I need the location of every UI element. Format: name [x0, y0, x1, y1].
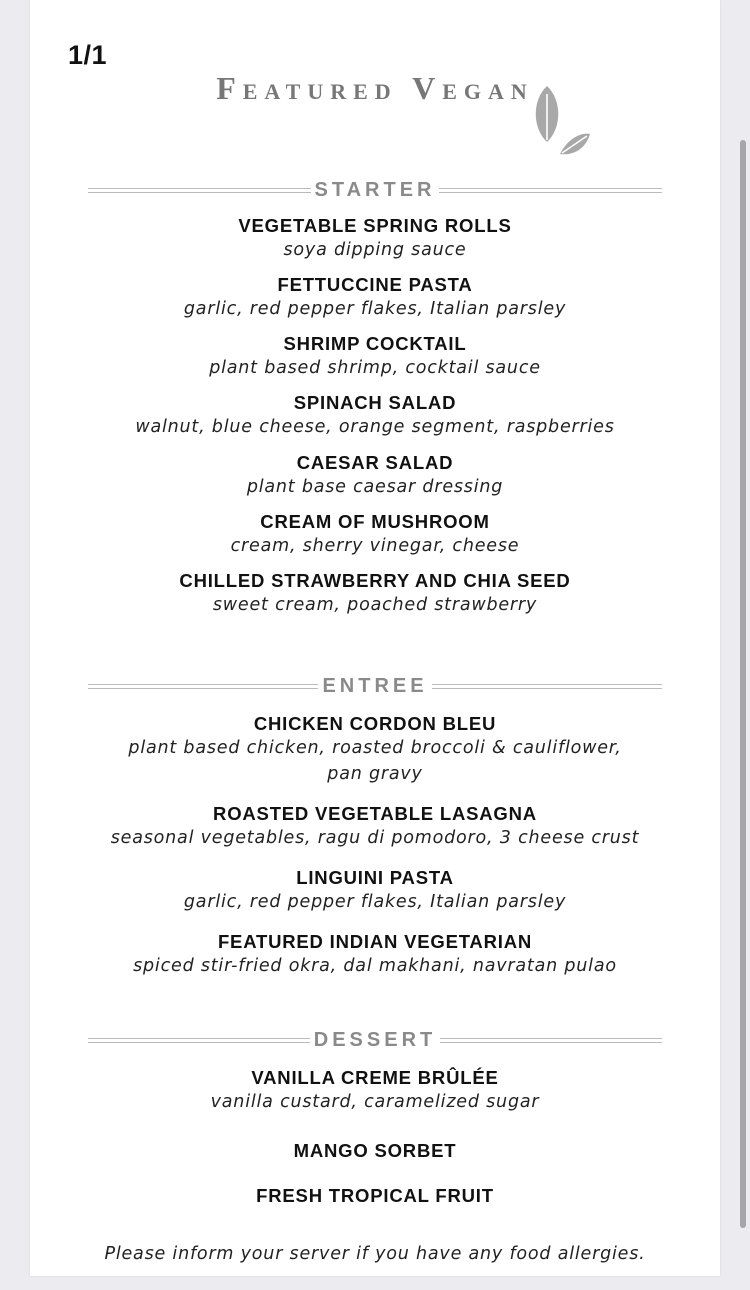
item-name: FRESH TROPICAL FRUIT [256, 1185, 494, 1206]
item-name: CHILLED STRAWBERRY AND CHIA SEED [179, 570, 571, 591]
section-title-entree: ENTREE [322, 674, 428, 697]
menu-page [30, 0, 720, 1276]
section-divider [88, 178, 662, 202]
menu-title: Featured Vegan [216, 70, 534, 106]
item-description: garlic, red pepper flakes, Italian parsley [183, 892, 567, 912]
allergy-note: Please inform your server if you have any food allergies. [104, 1244, 646, 1264]
menu-item-featured-indian-vegetarian [30, 931, 720, 979]
divider-rule [88, 1038, 310, 1043]
item-name: ROASTED VEGETABLE LASAGNA [213, 803, 537, 824]
menu-item-vanilla-creme-brulee [30, 1067, 720, 1115]
menu-item-linguini-pasta [30, 867, 720, 915]
item-description: spiced stir-fried okra, dal makhani, navratan pulao [133, 956, 617, 976]
menu-item-roasted-vegetable-lasagna [30, 803, 720, 851]
section-divider [88, 1028, 662, 1052]
menu-item-caesar-salad [30, 452, 720, 500]
divider-rule [440, 1038, 662, 1043]
item-name: FETTUCCINE PASTA [277, 274, 473, 295]
menu-header [30, 72, 720, 104]
divider-rule [88, 188, 311, 193]
item-description: vanilla custard, caramelized sugar [210, 1092, 540, 1112]
item-name: CAESAR SALAD [296, 452, 454, 473]
section-dessert [30, 1028, 720, 1052]
menu-item-mango-sorbet [30, 1140, 720, 1162]
item-description: plant based chicken, roasted broccoli & cauliflower, pan gravy [128, 738, 622, 784]
item-name: LINGUINI PASTA [296, 867, 454, 888]
item-name: MANGO SORBET [293, 1140, 457, 1161]
menu-item-chilled-strawberry [30, 570, 720, 618]
item-name: FEATURED INDIAN VEGETARIAN [217, 931, 533, 952]
leaf-icon [530, 84, 592, 160]
item-name: SHRIMP COCKTAIL [283, 333, 467, 354]
menu-item-cream-of-mushroom [30, 511, 720, 559]
page-counter: 1/1 [68, 40, 108, 70]
section-starter [30, 178, 720, 202]
menu-item-spinach-salad [30, 392, 720, 440]
item-name: VANILLA CREME BRÛLÉE [251, 1067, 499, 1088]
item-description: sweet cream, poached strawberry [212, 595, 538, 615]
item-description: garlic, red pepper flakes, Italian parsley [183, 299, 567, 319]
section-title-dessert: DESSERT [313, 1028, 437, 1051]
item-name: CREAM OF MUSHROOM [260, 511, 490, 532]
section-title-starter: STARTER [314, 178, 436, 201]
divider-rule [432, 684, 662, 689]
item-name: SPINACH SALAD [293, 392, 457, 413]
item-name: VEGETABLE SPRING ROLLS [238, 215, 512, 236]
menu-item-fettuccine-pasta [30, 274, 720, 322]
menu-item-fresh-tropical-fruit [30, 1185, 720, 1207]
item-description: walnut, blue cheese, orange segment, raspberries [135, 417, 615, 437]
menu-item-vegetable-spring-rolls [30, 215, 720, 263]
divider-rule [88, 684, 318, 689]
item-description: soya dipping sauce [283, 240, 467, 260]
menu-item-chicken-cordon-bleu [30, 713, 720, 787]
item-description: cream, sherry vinegar, cheese [230, 536, 520, 556]
scrollbar[interactable] [740, 140, 746, 1228]
section-entree [30, 674, 720, 698]
item-description: plant base caesar dressing [246, 477, 504, 497]
item-name: CHICKEN CORDON BLEU [253, 713, 497, 734]
section-divider [88, 674, 662, 698]
item-description: seasonal vegetables, ragu di pomodoro, 3 cheese crust [110, 828, 640, 848]
item-description: plant based shrimp, cocktail sauce [209, 358, 541, 378]
divider-rule [439, 188, 662, 193]
menu-item-shrimp-cocktail [30, 333, 720, 381]
